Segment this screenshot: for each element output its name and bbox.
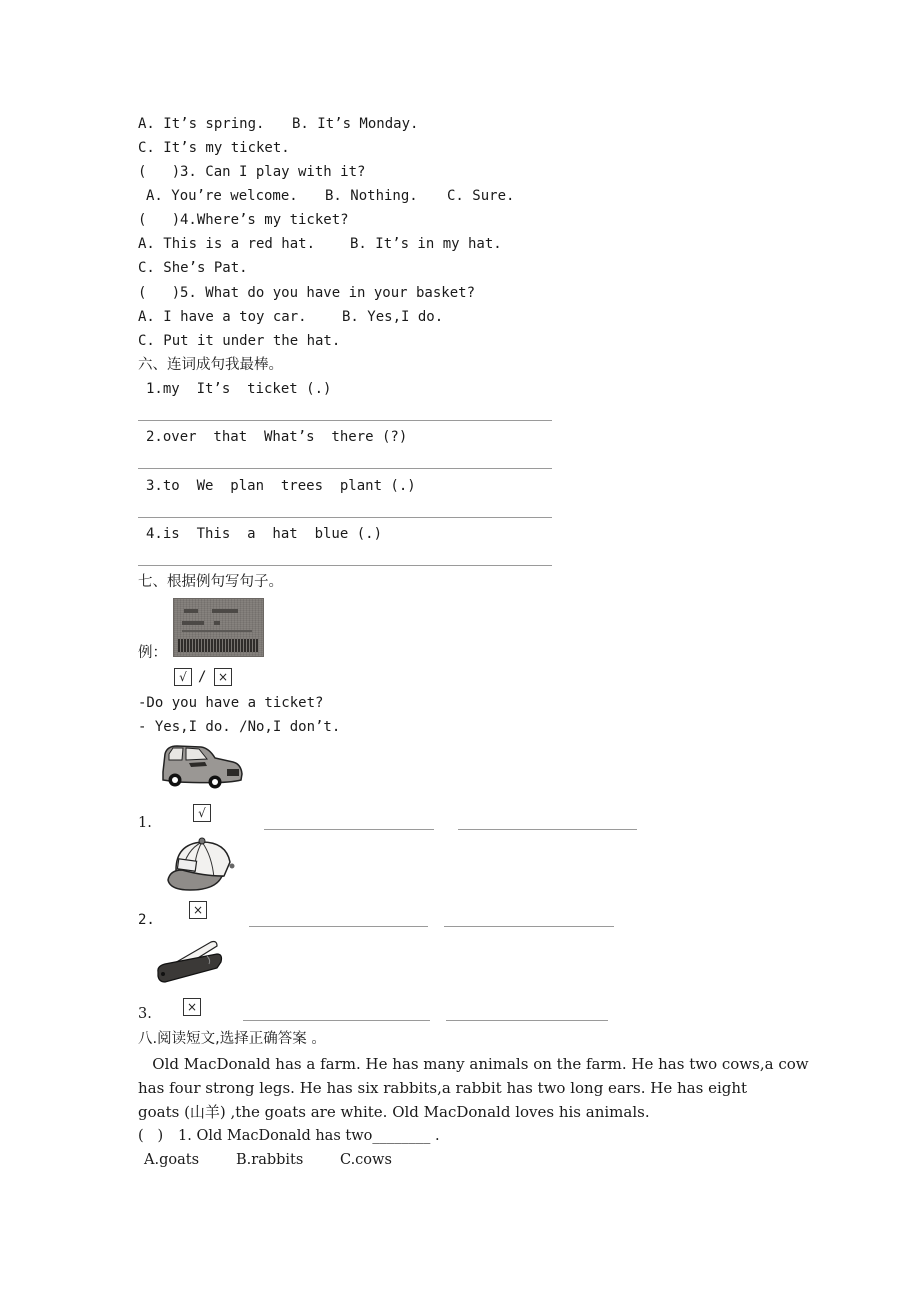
- answer-line-1a[interactable]: [264, 829, 434, 830]
- q5-question: 5. What do you have in your basket?: [180, 285, 476, 301]
- q5-option-c: C. Put it under the hat.: [138, 333, 341, 349]
- q5-option-a: A. I have a toy car.: [138, 309, 307, 325]
- ticket-image: [173, 598, 264, 657]
- reorder-item-4: 4.is This a hat blue (.): [146, 526, 383, 542]
- reading-q1-answer-blank[interactable]: ( ): [138, 1128, 164, 1144]
- reading-q1-question: 1. Old MacDonald has two________ .: [178, 1128, 440, 1144]
- check-mark-icon: √: [198, 806, 206, 820]
- answer-line-1b[interactable]: [458, 829, 637, 830]
- answer-line-2[interactable]: [138, 468, 552, 469]
- q5-option-b: B. Yes,I do.: [342, 309, 444, 325]
- passage-line-1: Old MacDonald has a farm. He has many animals on the farm. He has two cows,a cow: [138, 1055, 809, 1073]
- cross-mark-icon: ×: [217, 670, 229, 684]
- q4-question: 4.Where’s my ticket?: [180, 212, 349, 228]
- q3-answer-blank[interactable]: ( ): [138, 164, 181, 180]
- q2-option-a: A. It’s spring.: [138, 116, 265, 132]
- answer-line-2a[interactable]: [249, 926, 428, 927]
- reading-q1-option-c: C.cows: [340, 1152, 392, 1168]
- item-number-3: 3.: [138, 1006, 152, 1022]
- item-number-2: 2.: [138, 912, 155, 928]
- example-question: -Do you have a ticket?: [138, 695, 324, 711]
- passage-line-2: has four strong legs. He has six rabbits,a rabbit has two long ears. He has eight: [138, 1079, 748, 1097]
- reorder-item-1: 1.my It’s ticket (.): [146, 381, 332, 397]
- q3-option-a: A. You’re welcome.: [146, 188, 298, 204]
- section8-heading: 八.阅读短文,选择正确答案 。: [138, 1031, 326, 1047]
- q2-option-c: C. It’s my ticket.: [138, 140, 290, 156]
- answer-line-4[interactable]: [138, 565, 552, 566]
- q3-option-c: C. Sure.: [447, 188, 515, 204]
- check-mark-icon: √: [179, 670, 187, 684]
- answer-line-3a[interactable]: [243, 1020, 430, 1021]
- q2-option-b: B. It’s Monday.: [292, 116, 419, 132]
- answer-line-1[interactable]: [138, 420, 552, 421]
- q4-answer-blank[interactable]: ( ): [138, 212, 181, 228]
- check-box-1: [193, 804, 211, 822]
- section6-heading: 六、连词成句我最棒。: [138, 357, 283, 373]
- reading-q1-option-a: A.goats: [144, 1152, 200, 1168]
- example-label: 例：: [138, 645, 167, 661]
- reorder-item-3: 3.to We plan trees plant (.): [146, 478, 416, 494]
- passage-line-3: goats (山羊) ,the goats are white. Old MacDonald loves his animals.: [138, 1103, 650, 1121]
- answer-line-3b[interactable]: [446, 1020, 608, 1021]
- item-number-1: 1.: [138, 815, 152, 831]
- cross-box-2: [189, 901, 207, 919]
- example-answer: - Yes,I do. /No,I don’t.: [138, 719, 341, 735]
- q4-option-a: A. This is a red hat.: [138, 236, 316, 252]
- pocket-knife-image: [155, 938, 225, 984]
- slash-separator: /: [198, 669, 207, 685]
- q4-option-c: C. She’s Pat.: [138, 260, 248, 276]
- answer-line-3[interactable]: [138, 517, 552, 518]
- cross-box-example: [214, 668, 232, 686]
- q5-answer-blank[interactable]: ( ): [138, 285, 181, 301]
- cap-image: [164, 836, 236, 894]
- q3-option-b: B. Nothing.: [325, 188, 418, 204]
- q3-question: 3. Can I play with it?: [180, 164, 366, 180]
- q4-option-b: B. It’s in my hat.: [350, 236, 502, 252]
- answer-line-2b[interactable]: [444, 926, 614, 927]
- check-box-example: [174, 668, 192, 686]
- cross-mark-icon: ×: [186, 1000, 198, 1014]
- cross-box-3: [183, 998, 201, 1016]
- section7-heading: 七、根据例句写句子。: [138, 574, 283, 590]
- toy-car-image: [157, 742, 245, 792]
- cross-mark-icon: ×: [192, 903, 204, 917]
- reorder-item-2: 2.over that What’s there (?): [146, 429, 408, 445]
- reading-q1-option-b: B.rabbits: [236, 1152, 304, 1168]
